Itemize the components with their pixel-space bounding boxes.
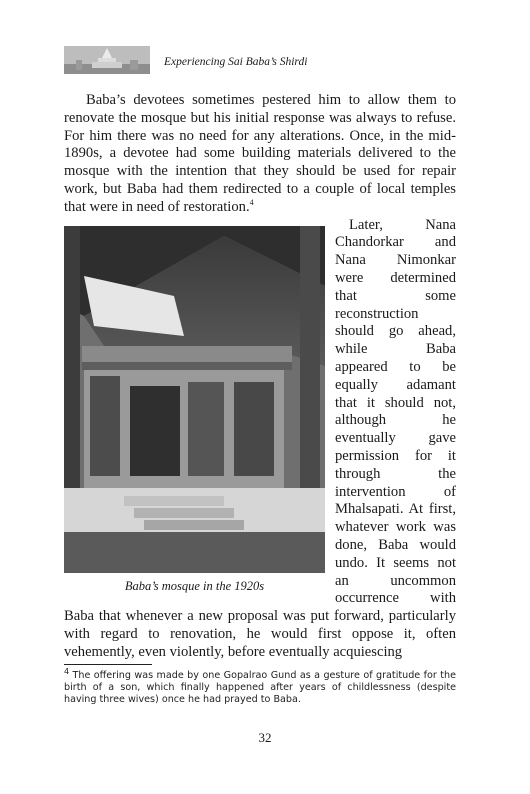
mosque-photo-image xyxy=(64,226,325,573)
footnote-divider xyxy=(64,664,152,665)
paragraph-text: Baba’s devotees sometimes pestered him to allow them to renovate the mosque but his initial response was always to refuse. For him there was no need for any alterations. Once, in the mid-1890s, a devotee had some building materials delivered to the mosque with the intention that they should be used for repair work, but Baba had them redirected to a couple of local temples that were in need of restoration. xyxy=(64,92,456,215)
footnote xyxy=(64,666,456,706)
running-header xyxy=(64,46,334,74)
running-header-title: Experiencing Sai Baba’s Shirdi xyxy=(164,56,308,68)
mosque-figure xyxy=(64,226,325,608)
page-number: 32 xyxy=(258,730,272,745)
paragraph-reconstruction: Later, Nana Chandorkar and Nana Nimonkar were determined that some reconstruction should go ahead, while Baba appeared to be equally adamant that it should not, although he eventually gave permission for it through the intervention of Mhalsapati. At first, whatever work was done, Baba would undo. It seems not an uncommon occurrence with Baba that whenever a new proposal was put forward, particularly with regard to renovation, he would first oppose it, often vehemently, even violently, before eventually acquiescing xyxy=(64,216,456,660)
main-text xyxy=(64,92,456,662)
footnote-number: 4 xyxy=(64,666,70,676)
figure-caption: Baba’s mosque in the 1920s xyxy=(124,578,265,593)
footnote-text: The offering was made by one Gopalrao Gund as a gesture of gratitude for the birth of a son, which finally happened after years of childlessness (despite having three wives) once he had prayed to Baba. xyxy=(64,670,456,705)
temple-thumbnail-image xyxy=(64,46,150,74)
paragraph-renovation xyxy=(64,92,456,217)
footnote-reference[interactable]: 4 xyxy=(249,197,254,207)
